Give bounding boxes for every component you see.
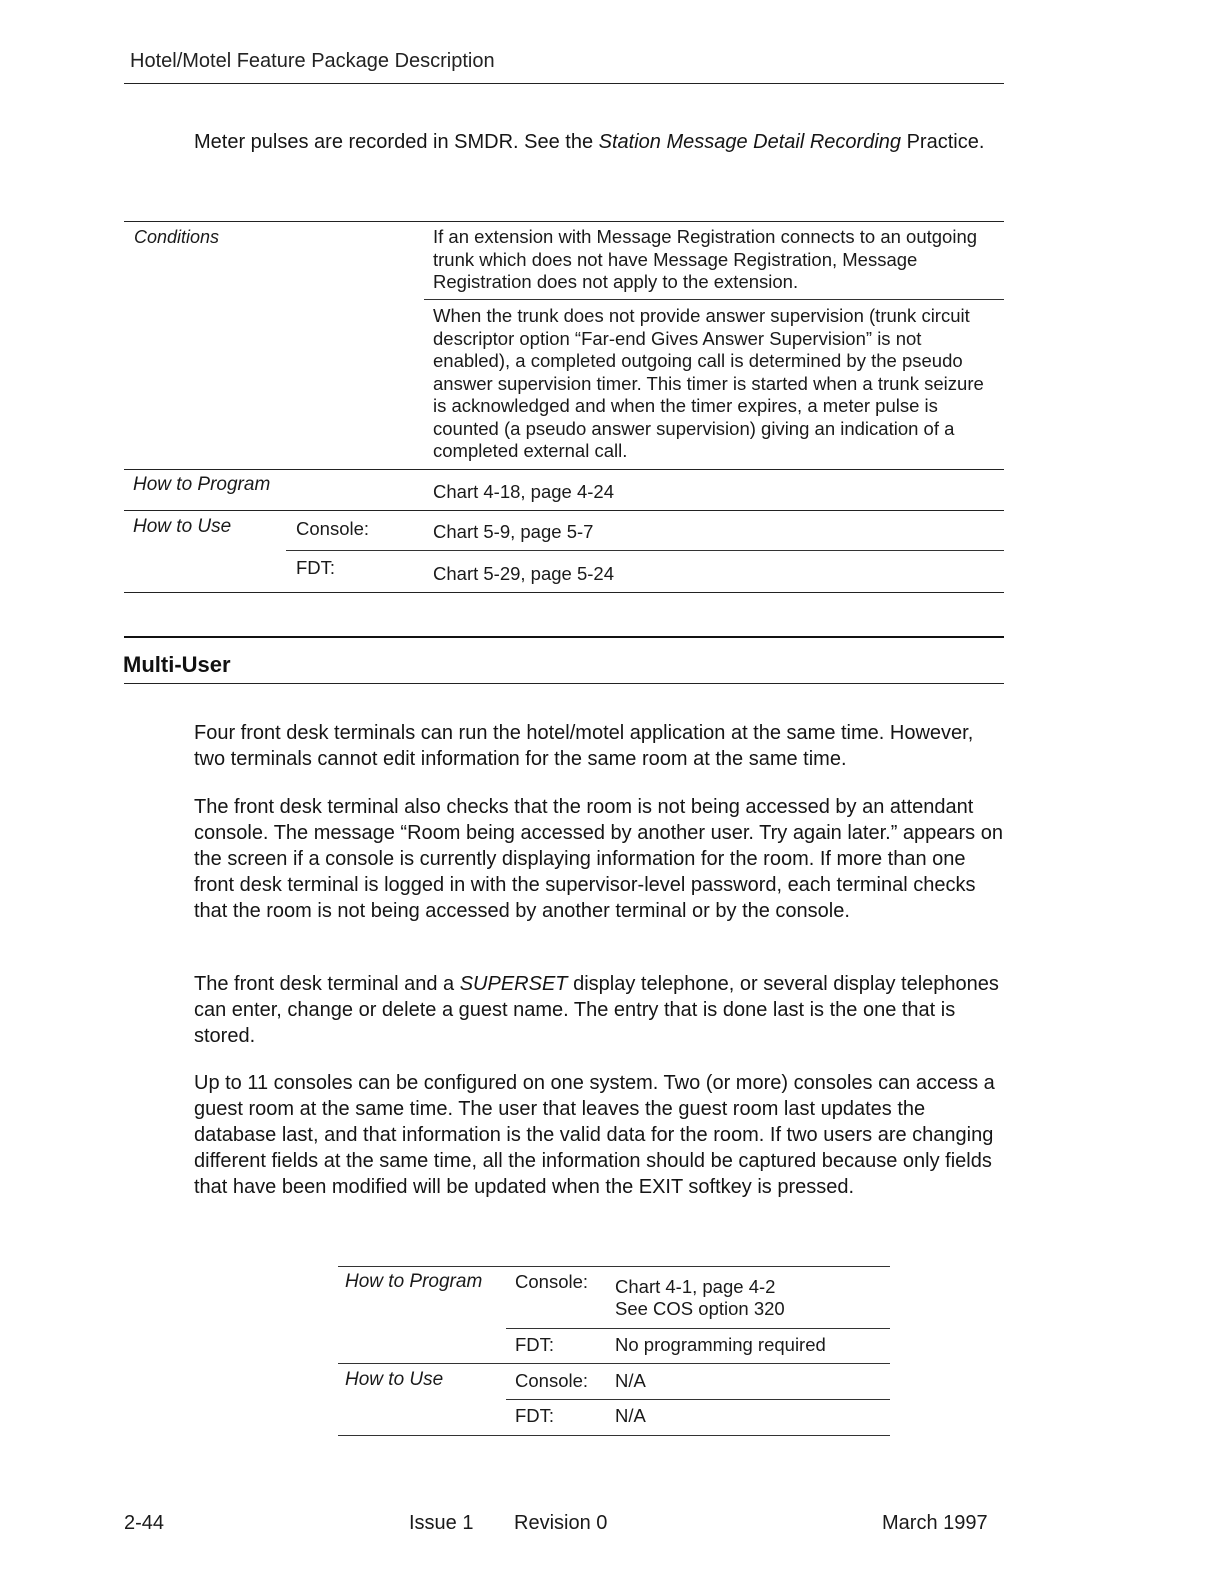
table2-use-rule	[338, 1363, 890, 1364]
section-bottom-rule	[124, 683, 1004, 684]
fdt-value: Chart 5-29, page 5-24	[433, 563, 615, 584]
table2-program-fdt-rule	[506, 1328, 890, 1329]
console-value: Chart 5-9, page 5-7	[433, 521, 594, 542]
issue-label: Issue 1	[409, 1512, 474, 1534]
intro-paragraph	[194, 129, 994, 155]
paragraph-2: The front desk terminal also checks that the room is not being accessed by an attendant console. The message “Room being accessed by another user. Try again later.” appears on the screen if a console is currently displaying information for the room. If more than one front desk terminal is logged in with the supervisor-level password, each terminal checks that the room is not being accessed by another terminal or by the console.	[194, 796, 1003, 922]
table2-use-console-label: Console:	[515, 1370, 589, 1391]
superset-product-name: SUPERSET	[459, 973, 568, 995]
table2-how-to-program-label: How to Program	[345, 1271, 483, 1292]
revision-label: Revision 0	[514, 1512, 608, 1534]
section-title: Multi-User	[123, 652, 231, 677]
fdt-label: FDT:	[296, 557, 336, 578]
paragraph-1: Four front desk terminals can run the hotel/motel application at the same time. However, two terminals cannot edit information for the same room at the same time.	[194, 722, 974, 770]
console-label: Console:	[296, 518, 370, 539]
table2-program-console-value-2: See COS option 320	[615, 1298, 785, 1319]
program-row-rule	[124, 469, 1004, 470]
date-label: March 1997	[882, 1512, 988, 1534]
paragraph-3-before: The front desk terminal and a	[194, 973, 460, 995]
table2-top-rule	[338, 1266, 890, 1267]
intro-text-after: Practice.	[901, 131, 985, 153]
how-to-program-value: Chart 4-18, page 4-24	[433, 481, 615, 502]
paragraph-4: Up to 11 consoles can be configured on one system. Two (or more) consoles can access a guest room at the same time. The user that leaves the guest room last updates the database last, and that information is the valid data for the room. If two users are changing different fields at the same time, all the information should be captured because only fields that have been modified will be updated when the EXIT softkey is pressed.	[194, 1072, 995, 1198]
table2-use-fdt-value: N/A	[615, 1405, 646, 1426]
table2-use-console-value: N/A	[615, 1370, 646, 1391]
fdt-row-rule	[286, 550, 1004, 551]
table1-top-rule	[124, 221, 1004, 222]
paragraph-3	[194, 971, 1004, 1049]
page-number: 2-44	[124, 1512, 165, 1534]
condition-1: If an extension with Message Registration connects to an outgoing trunk which does not have Message Registration, Message Registration does not apply to the extension.	[433, 226, 978, 292]
how-to-use-label: How to Use	[133, 516, 232, 537]
table2-how-to-use-label: How to Use	[345, 1369, 444, 1390]
condition-divider	[424, 299, 1004, 300]
table2-program-console-value-1: Chart 4-1, page 4-2	[615, 1276, 776, 1297]
table2-program-console-label: Console:	[515, 1271, 589, 1292]
table2-program-fdt-value: No programming required	[615, 1334, 826, 1355]
table2-use-fdt-rule	[506, 1399, 890, 1400]
table1-bottom-rule	[124, 592, 1004, 593]
conditions-label: Conditions	[134, 227, 220, 247]
use-row-rule	[124, 510, 1004, 511]
how-to-program-label: How to Program	[133, 474, 271, 495]
intro-reference-title: Station Message Detail Recording	[598, 131, 902, 153]
condition-2: When the trunk does not provide answer supervision (trunk circuit descriptor option “Far-end Gives Answer Supervision” is not enabled), a completed outgoing call is determined by the pseudo answer supervision timer. This timer is started when a trunk seizure is acknowledged and when the timer expires, a meter pulse is counted (a pseudo answer supervision) giving an indication of a completed external call.	[433, 305, 984, 461]
paragraph-3-after: display telephone, or several display telephones can enter, change or delete a guest name. The entry that is done last is the one that is stored.	[194, 973, 999, 1047]
intro-text-before: Meter pulses are recorded in SMDR. See the	[194, 131, 599, 153]
table2-use-fdt-label: FDT:	[515, 1405, 555, 1426]
section-top-rule	[124, 636, 1004, 638]
table2-bottom-rule	[338, 1435, 890, 1436]
running-header: Hotel/Motel Feature Package Description	[130, 50, 495, 72]
table2-program-fdt-label: FDT:	[515, 1334, 555, 1355]
header-rule	[124, 83, 1004, 84]
